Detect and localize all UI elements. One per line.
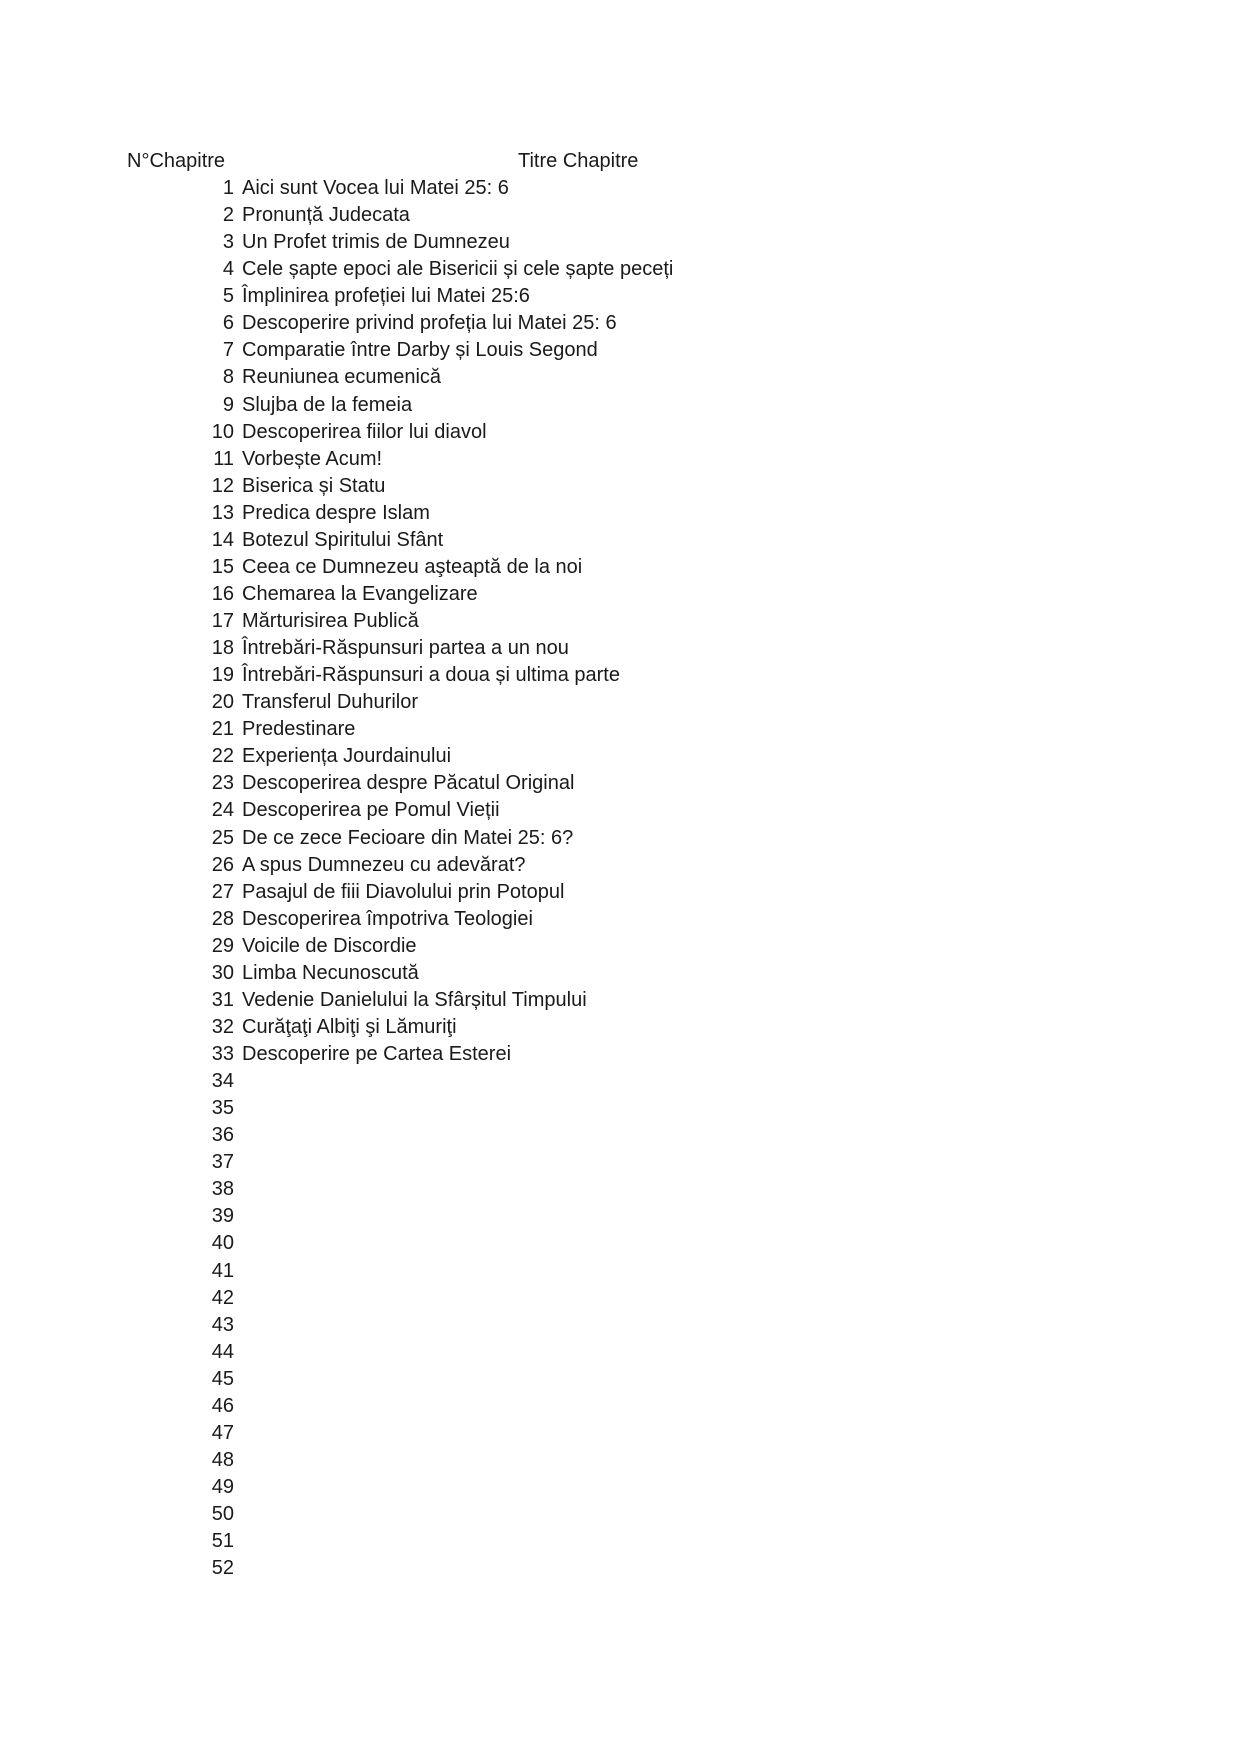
table-row (0, 934, 1241, 961)
table-row (0, 257, 1241, 284)
table-row (0, 1123, 1241, 1150)
column-header-chapter-title: Titre Chapitre (518, 150, 639, 172)
chapter-number: 42 (211, 1286, 234, 1309)
chapter-number: 22 (211, 745, 234, 768)
chapter-number: 17 (211, 610, 234, 632)
table-row (0, 1313, 1241, 1340)
chapter-number: 44 (211, 1340, 234, 1363)
chapter-number: 50 (211, 1503, 234, 1526)
chapter-number: 40 (211, 1232, 234, 1255)
table-row (0, 1259, 1241, 1286)
chapter-number: 8 (222, 366, 234, 389)
table-row (0, 961, 1241, 988)
table-row (0, 420, 1241, 447)
table-row (0, 988, 1241, 1015)
table-row (0, 230, 1241, 257)
column-header-chapter-number: N°Chapitre (127, 150, 226, 172)
table-row (0, 582, 1241, 609)
chapter-title: Slujba de la femeia (242, 393, 413, 416)
chapter-title: Vorbește Acum! (242, 447, 383, 470)
table-row (0, 853, 1241, 880)
chapter-number: 14 (211, 528, 234, 551)
table-row (0, 636, 1241, 663)
chapter-number: 35 (211, 1097, 234, 1120)
table-row (0, 1475, 1241, 1502)
table-row (0, 1448, 1241, 1475)
chapter-title: Botezul Spiritului Sfânt (242, 528, 444, 551)
chapter-number: 36 (211, 1124, 234, 1147)
chapter-number: 41 (211, 1259, 234, 1282)
table-row (0, 1069, 1241, 1096)
table-row (0, 1394, 1241, 1421)
chapter-number: 51 (211, 1530, 234, 1553)
chapter-title: Descoperirea împotriva Teologiei (242, 907, 533, 930)
table-row (0, 907, 1241, 934)
chapter-title: Aici sunt Vocea lui Matei 25: 6 (242, 177, 509, 199)
chapter-number: 2 (222, 204, 234, 227)
table-row (0, 771, 1241, 798)
chapter-number: 33 (211, 1043, 234, 1065)
chapter-title: Vedenie Danielului la Sfârșitul Timpului (242, 988, 587, 1011)
chapter-title: De ce zece Fecioare din Matei 25: 6? (242, 826, 574, 849)
chapter-title: Transferul Duhurilor (242, 691, 418, 714)
chapter-number: 37 (211, 1151, 234, 1174)
chapter-title: Descoperirea fiilor lui diavol (242, 420, 487, 443)
chapter-number: 24 (211, 799, 234, 822)
table-row (0, 1502, 1241, 1529)
chapter-title: Întrebări-Răspunsuri a doua și ultima parte (242, 664, 620, 687)
table-row (0, 690, 1241, 717)
chapter-title: Un Profet trimis de Dumnezeu (242, 231, 510, 254)
chapter-number: 26 (211, 853, 234, 876)
table-row (0, 826, 1241, 853)
chapter-number: 4 (222, 258, 234, 281)
chapter-number: 7 (222, 339, 234, 362)
table-row (0, 365, 1241, 392)
chapter-number: 49 (211, 1476, 234, 1498)
chapter-number: 34 (211, 1070, 234, 1093)
chapter-number: 27 (211, 880, 234, 903)
chapter-title: Descoperire privind profeția lui Matei 25: 6 (242, 312, 617, 335)
table-row (0, 1015, 1241, 1042)
chapter-number: 28 (211, 907, 234, 930)
table-row (0, 1150, 1241, 1177)
chapter-number: 30 (211, 961, 234, 984)
table-row (0, 501, 1241, 528)
table-row (0, 528, 1241, 555)
chapter-title: Limba Necunoscută (242, 961, 419, 984)
chapter-number: 10 (211, 420, 234, 443)
chapter-title: Voicile de Discordie (242, 934, 417, 957)
table-row (0, 1042, 1241, 1069)
table-row (0, 880, 1241, 907)
chapter-number: 31 (211, 988, 234, 1011)
chapter-number: 21 (211, 718, 234, 741)
chapter-title: Descoperirea pe Pomul Vieții (242, 799, 500, 822)
chapter-title: A spus Dumnezeu cu adevărat? (242, 853, 526, 876)
chapter-title: Întrebări-Răspunsuri partea a un nou (242, 637, 569, 660)
table-row (0, 311, 1241, 338)
chapter-title: Împlinirea profeției lui Matei 25:6 (242, 285, 530, 308)
chapter-number: 9 (222, 393, 234, 416)
table-row (0, 1096, 1241, 1123)
chapter-number: 12 (211, 474, 234, 497)
chapter-title: Descoperire pe Cartea Esterei (242, 1043, 512, 1065)
chapter-number: 47 (211, 1421, 234, 1444)
chapter-number: 45 (211, 1367, 234, 1390)
chapter-title: Comparatie între Darby și Louis Segond (242, 339, 598, 362)
chapter-title: Predestinare (242, 718, 356, 741)
chapter-number: 25 (211, 826, 234, 849)
chapter-title: Descoperirea despre Păcatul Original (242, 772, 575, 795)
chapter-title: Chemarea la Evangelizare (242, 582, 478, 605)
table-row (0, 1529, 1241, 1556)
table-row (0, 338, 1241, 365)
table-row (0, 393, 1241, 420)
table-row (0, 1286, 1241, 1313)
table-row (0, 609, 1241, 636)
table-row (0, 203, 1241, 230)
chapter-number: 39 (211, 1205, 234, 1228)
chapter-number: 16 (211, 582, 234, 605)
chapter-number: 48 (211, 1448, 234, 1471)
chapter-number: 11 (213, 447, 234, 470)
table-row (0, 176, 1241, 203)
chapter-title: Predica despre Islam (242, 501, 430, 524)
table-row (0, 663, 1241, 690)
chapter-number: 15 (211, 555, 234, 578)
chapter-title: Experiența Jourdainului (242, 745, 452, 768)
chapter-title: Ceea ce Dumnezeu aşteaptă de la noi (242, 555, 583, 578)
chapter-title: Biserica și Statu (242, 474, 386, 497)
chapter-number: 18 (211, 637, 234, 660)
table-row (0, 1367, 1241, 1394)
chapter-number: 52 (211, 1557, 234, 1580)
table-row (0, 474, 1241, 501)
table-row (0, 555, 1241, 582)
chapter-number: 1 (222, 177, 234, 199)
table-row (0, 284, 1241, 311)
chapter-title: Mărturisirea Publică (242, 610, 419, 632)
chapter-number: 6 (222, 312, 234, 335)
table-row (0, 798, 1241, 825)
chapter-table (0, 176, 1241, 1583)
table-row (0, 1421, 1241, 1448)
chapter-title: Reuniunea ecumenică (242, 366, 442, 389)
chapter-number: 5 (222, 285, 234, 308)
chapter-title: Pasajul de fiii Diavolului prin Potopul (242, 880, 565, 903)
table-row (0, 447, 1241, 474)
table-row (0, 1231, 1241, 1258)
table-row (0, 717, 1241, 744)
chapter-number: 38 (211, 1178, 234, 1201)
chapter-number: 29 (211, 934, 234, 957)
chapter-title: Cele șapte epoci ale Bisericii și cele șapte peceți (242, 258, 674, 281)
chapter-number: 3 (222, 231, 234, 254)
chapter-number: 19 (211, 664, 234, 687)
chapter-number: 43 (211, 1313, 234, 1336)
table-row (0, 1556, 1241, 1583)
chapter-number: 46 (211, 1394, 234, 1417)
chapter-number: 23 (211, 772, 234, 795)
chapter-number: 13 (211, 501, 234, 524)
chapter-number: 20 (211, 691, 234, 714)
chapter-title: Pronunță Judecata (242, 204, 410, 227)
chapter-number: 32 (211, 1015, 234, 1038)
table-row (0, 744, 1241, 771)
table-row (0, 1177, 1241, 1204)
chapter-title: Curăţaţi Albiţi şi Lămuriţi (242, 1015, 457, 1038)
table-row (0, 1340, 1241, 1367)
table-row (0, 1204, 1241, 1231)
